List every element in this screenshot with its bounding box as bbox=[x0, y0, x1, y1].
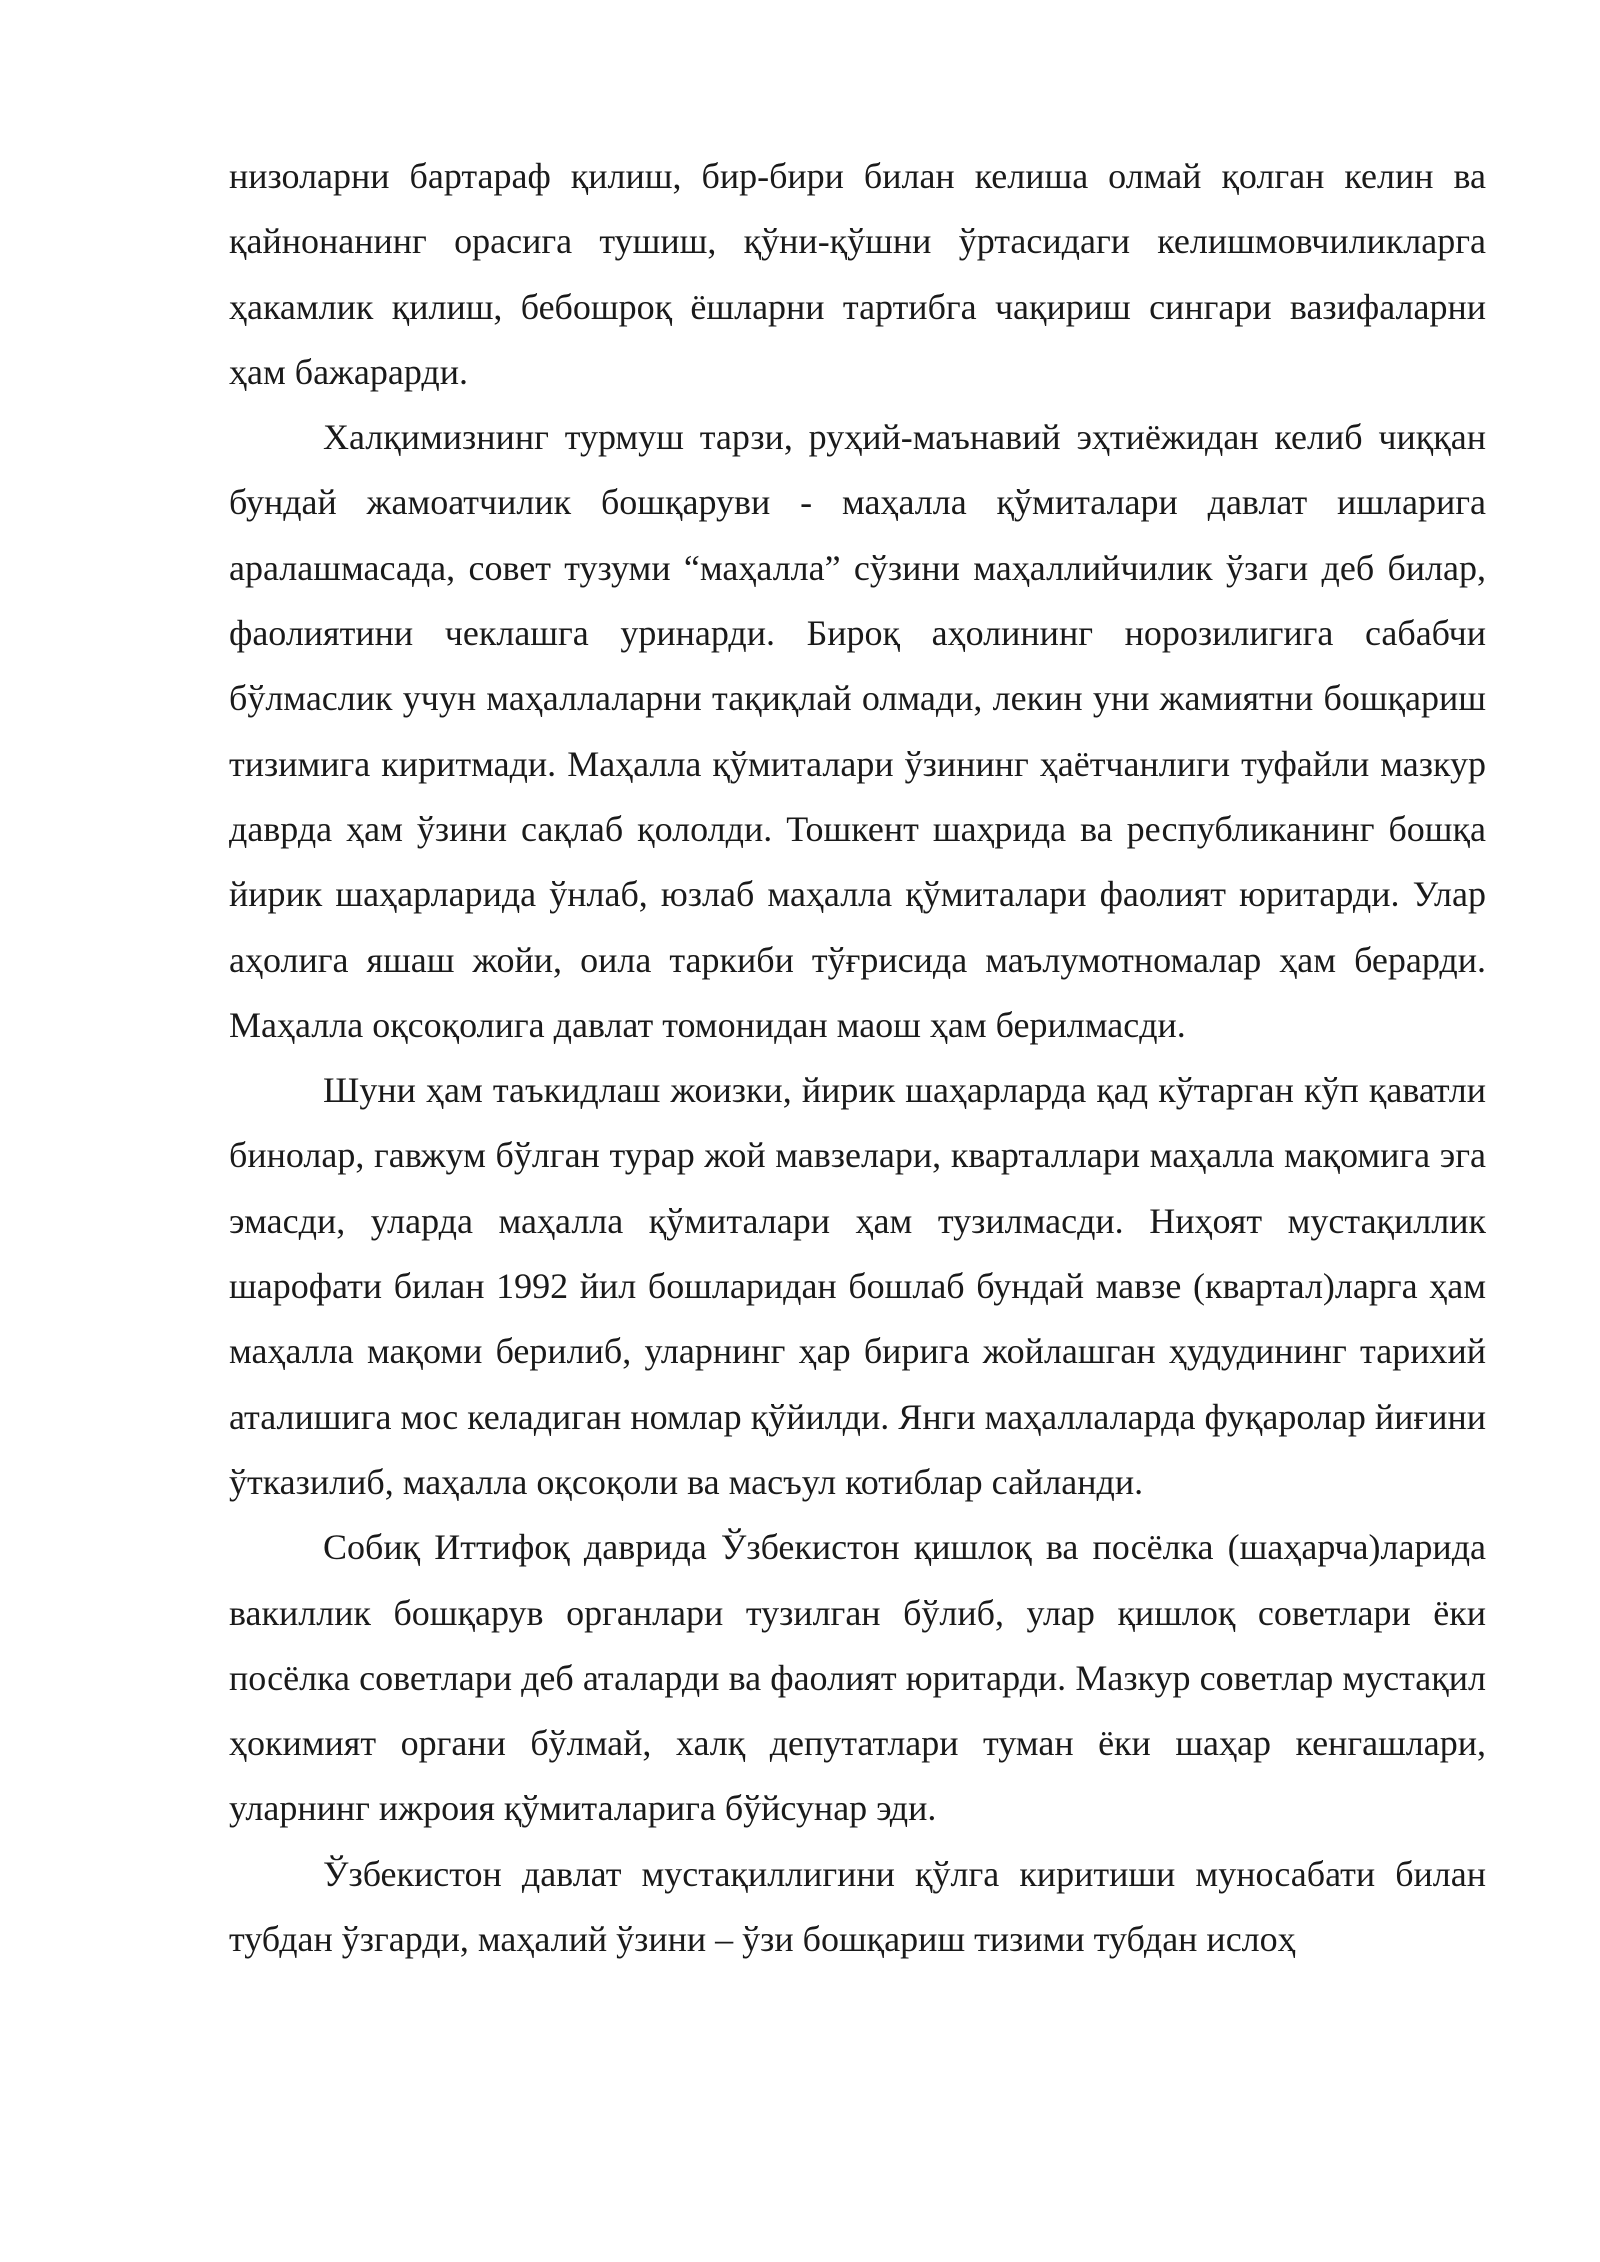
paragraph: Халқимизнинг турмуш тарзи, руҳий-маънавий эҳтиёжидан келиб чиққан бундай жамоатчилик бошқаруви - маҳалла қўмиталари давлат ишларига аралашмасада, совет тузуми “маҳалла” сўзини маҳаллийчилик ўзаги деб билар, фаолиятини чеклашга уринарди. Бироқ аҳолининг норозилигига сабабчи бўлмаслик учун маҳаллаларни тақиқлай олмади, лекин уни жамиятни бошқариш тизимига киритмади. Маҳалла қўмиталари ўзининг ҳаётчанлиги туфайли мазкур даврда ҳам ўзини сақлаб қололди. Тошкент шаҳрида ва республиканинг бошқа йирик шаҳарларида ўнлаб, юзлаб маҳалла қўмиталари фаолият юритарди. Улар аҳолига яшаш жойи, оила таркиби тўғрисида маълумотномалар ҳам берарди. Маҳалла оқсоқолига давлат томонидан маош ҳам берилмасди. bbox=[229, 417, 1486, 1045]
paragraph: Ўзбекистон давлат мустақиллигини қўлга киритиши муносабати билан тубдан ўзгарди, маҳалий ўзини – ўзи бошқариш тизими тубдан ислоҳ bbox=[229, 1853, 1486, 1960]
document-body bbox=[229, 144, 1486, 1972]
paragraph-continuation: низоларни бартараф қилиш, бир-бири билан келиша олмай қолган келин ва қайнонанинг орасига тушиш, қўни-қўшни ўртасидаги келишмовчиликларга ҳакамлик қилиш, бебошроқ ёшларни тартибга чақириш сингари вазифаларни ҳам бажарарди. bbox=[229, 156, 1486, 392]
paragraph: Шуни ҳам таъкидлаш жоизки, йирик шаҳарларда қад кўтарган кўп қаватли бинолар, гавжум бўлган турар жой мавзелари, кварталлари маҳалла мақомига эга эмасди, уларда маҳалла қўмиталари ҳам тузилмасди. Ниҳоят мустақиллик шарофати билан 1992 йил бошларидан бошлаб бундай мавзе (квартал)ларга ҳам маҳалла мақоми берилиб, уларнинг ҳар бирига жойлашган ҳудудининг тарихий аталишига мос келадиган номлар қўйилди. Янги маҳаллаларда фуқаролар йиғини ўтказилиб, маҳалла оқсоқоли ва масъул котиблар сайланди. bbox=[229, 1070, 1486, 1502]
paragraph: Собиқ Иттифоқ даврида Ўзбекистон қишлоқ ва посёлка (шаҳарча)ларида вакиллик бошқарув органлари тузилган бўлиб, улар қишлоқ советлари ёки посёлка советлари деб аталарди ва фаолият юритарди. Мазкур советлар мустақил ҳокимият органи бўлмай, халқ депутатлари туман ёки шаҳар кенгашлари, уларнинг ижроия қўмиталарига бўйсунар эди. bbox=[229, 1527, 1486, 1829]
